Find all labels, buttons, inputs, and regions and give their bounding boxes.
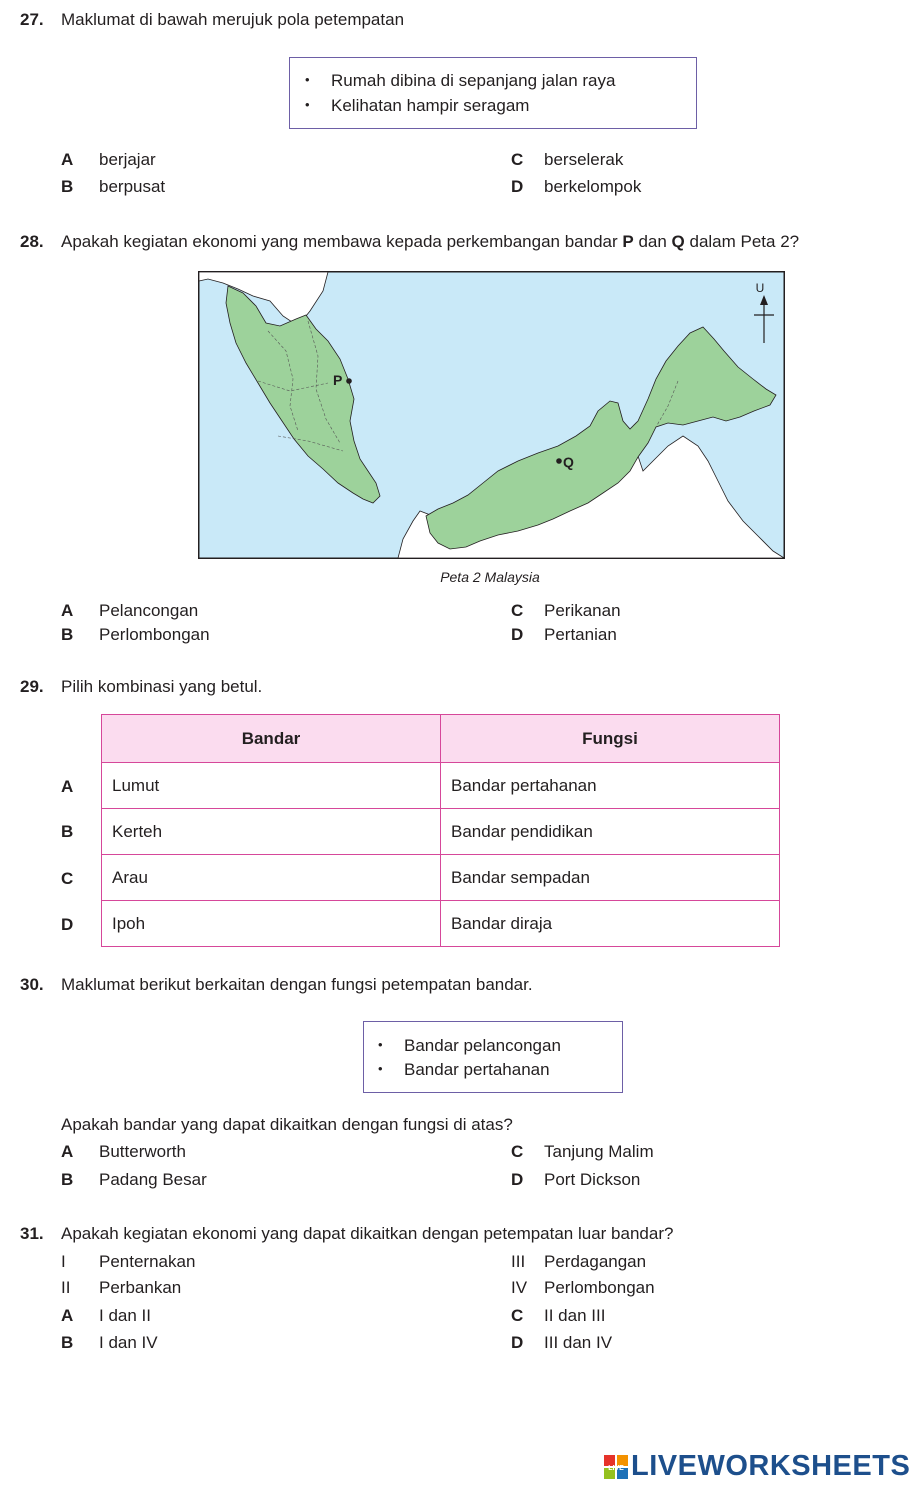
q31-option-c-letter[interactable]: C [511,1306,524,1325]
q27-option-c-letter[interactable]: C [511,150,524,169]
q29-row-d-fungsi: Bandar diraja [441,901,780,947]
q30-option-d-letter[interactable]: D [511,1170,524,1189]
q31-item-3-roman: III [511,1252,526,1271]
q28-number: 28. [20,232,44,251]
liveworksheets-logo-icon [604,1455,628,1479]
map-caption: Peta 2 Malaysia [440,569,540,585]
map-label-p: P [333,372,343,388]
q29-row-d-bandar: Ipoh [102,901,441,947]
q29-header-fungsi: Fungsi [441,715,780,763]
q28-option-d-letter[interactable]: D [511,625,524,644]
q28-text-start: Apakah kegiatan ekonomi yang membawa kepada perkembangan bandar [61,232,623,251]
q28-text [61,232,799,252]
q30-question: Apakah bandar yang dapat dikaitkan dengan fungsi di atas? [61,1115,513,1134]
q27-option-b-letter[interactable]: B [61,177,74,196]
q31-option-b[interactable]: I dan IV [99,1333,158,1352]
q31-item-2: Perbankan [99,1278,182,1297]
q28-text-end: dalam Peta 2? [684,232,800,251]
q28-option-d[interactable]: Pertanian [544,625,617,644]
q29-table [101,714,780,947]
q28-option-a-letter[interactable]: A [61,601,74,620]
q29-row-a-letter[interactable]: A [61,777,74,796]
q28-text-dan: dan [633,232,672,251]
map-label-q: Q [563,454,574,470]
q28-option-a[interactable]: Pelancongan [99,601,199,620]
q30-info-box [363,1021,623,1093]
table-row[interactable] [102,901,780,947]
q29-row-b-fungsi: Bandar pendidikan [441,809,780,855]
q27-option-a-letter[interactable]: A [61,150,74,169]
svg-text:U: U [755,281,765,295]
q30-option-a[interactable]: Butterworth [99,1142,186,1161]
table-row[interactable] [102,855,780,901]
q28-option-c-letter[interactable]: C [511,601,524,620]
q31-option-d-letter[interactable]: D [511,1333,524,1352]
q31-item-1-roman: I [61,1252,66,1271]
q29-header-bandar: Bandar [102,715,441,763]
q29-row-c-letter[interactable]: C [61,869,74,888]
q29-row-b-letter[interactable]: B [61,822,74,841]
q30-bullet-1: • Bandar pelancongan [404,1036,561,1056]
q31-item-2-roman: II [61,1278,71,1297]
q27-option-c[interactable]: berselerak [544,150,624,169]
q31-text: Apakah kegiatan ekonomi yang dapat dikaitkan dengan petempatan luar bandar? [61,1224,674,1243]
q29-number: 29. [20,677,44,696]
q30-option-b[interactable]: Padang Besar [99,1170,207,1189]
q29-row-a-fungsi: Bandar pertahanan [441,763,780,809]
q31-option-d[interactable]: III dan IV [544,1333,613,1352]
q30-number: 30. [20,975,44,994]
q29-row-c-fungsi: Bandar sempadan [441,855,780,901]
q29-table-header [102,715,780,763]
q29-row-c-bandar: Arau [102,855,441,901]
q27-info-box [289,57,697,129]
q30-text: Maklumat berikut berkaitan dengan fungsi petempatan bandar. [61,975,533,994]
q30-option-c[interactable]: Tanjung Malim [544,1142,654,1161]
table-row[interactable] [102,763,780,809]
q29-row-a-bandar: Lumut [102,763,441,809]
q31-option-c[interactable]: II dan III [544,1306,606,1325]
map-point-p [346,378,352,384]
q29-row-b-bandar: Kerteh [102,809,441,855]
q31-item-1: Penternakan [99,1252,196,1271]
q30-option-a-letter[interactable]: A [61,1142,74,1161]
q31-option-b-letter[interactable]: B [61,1333,74,1352]
q28-text-q: Q [671,232,685,251]
q27-bullet-2: • Kelihatan hampir seragam [331,96,529,116]
q28-text-p: P [622,232,634,251]
table-row[interactable] [102,809,780,855]
q29-row-d-letter[interactable]: D [61,915,74,934]
q31-number: 31. [20,1224,44,1243]
q27-option-b[interactable]: berpusat [99,177,166,196]
q30-bullet-2: • Bandar pertahanan [404,1060,550,1080]
q27-option-a[interactable]: berjajar [99,150,156,169]
q27-number: 27. [20,10,44,29]
q31-item-3: Perdagangan [544,1252,647,1271]
logo-icon-letters: LIVE [608,1465,624,1472]
liveworksheets-logo[interactable]: LIVEWORKSHEETS [631,1450,911,1482]
q30-option-d[interactable]: Port Dickson [544,1170,641,1189]
q28-option-b-letter[interactable]: B [61,625,74,644]
map-point-q [556,458,562,464]
q29-text: Pilih kombinasi yang betul. [61,677,263,696]
q27-option-d-letter[interactable]: D [511,177,524,196]
q27-bullet-1: • Rumah dibina di sepanjang jalan raya [331,71,615,91]
q31-item-4-roman: IV [511,1278,528,1297]
malaysia-map [198,271,785,559]
q30-option-c-letter[interactable]: C [511,1142,524,1161]
q30-option-b-letter[interactable]: B [61,1170,74,1189]
q31-item-4: Perlombongan [544,1278,655,1297]
q27-option-d[interactable]: berkelompok [544,177,642,196]
q28-option-b[interactable]: Perlombongan [99,625,210,644]
q28-option-c[interactable]: Perikanan [544,601,621,620]
q31-option-a-letter[interactable]: A [61,1306,74,1325]
q31-option-a[interactable]: I dan II [99,1306,151,1325]
q27-text: Maklumat di bawah merujuk pola petempatan [61,10,405,29]
